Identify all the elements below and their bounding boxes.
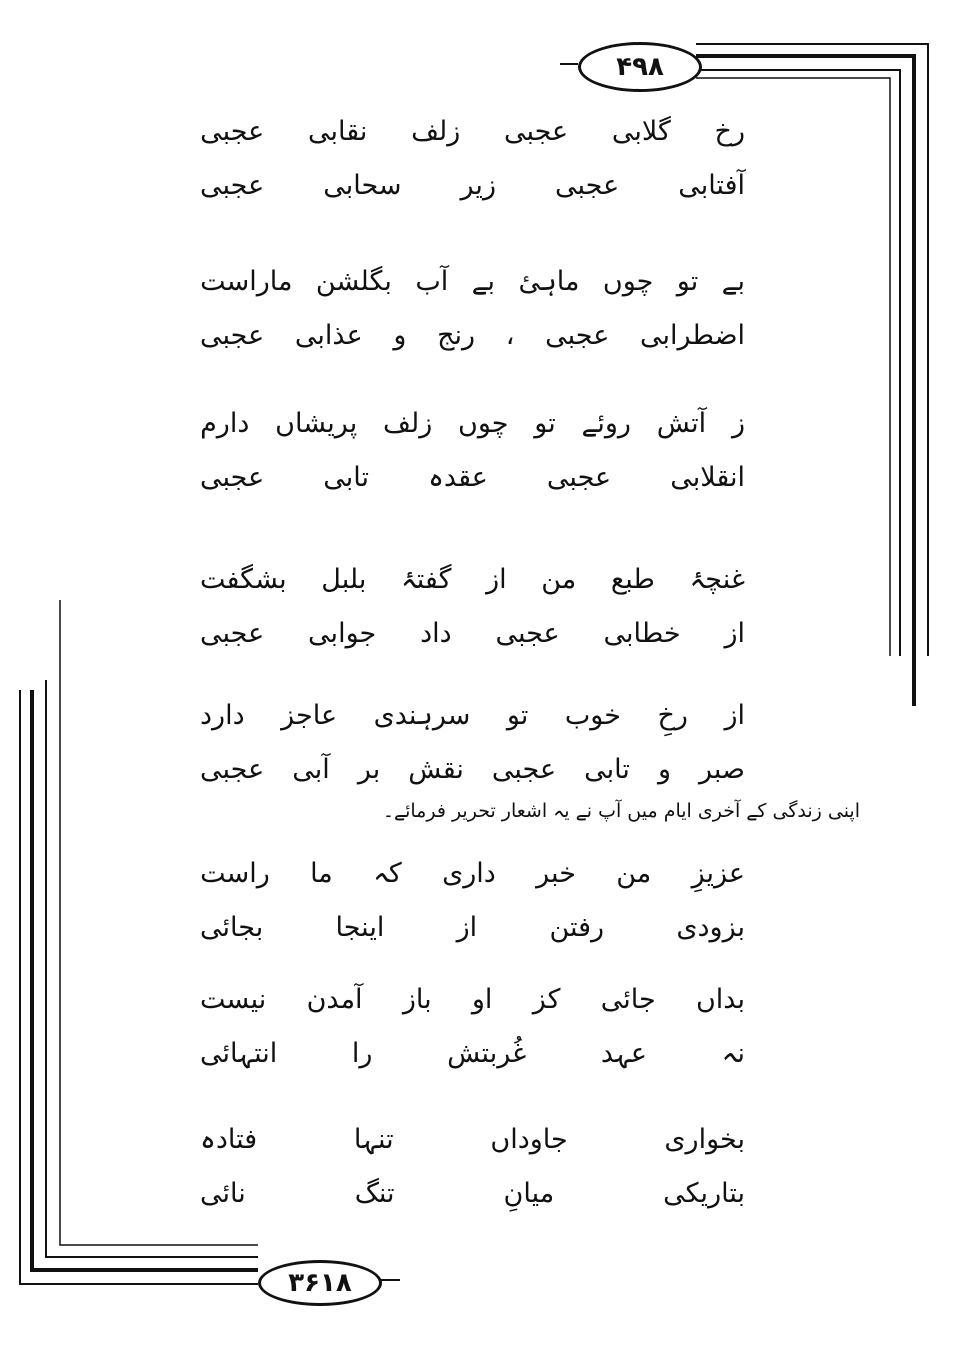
verse-word: نائی [200,1177,246,1209]
verse-word: بجائی [200,911,264,943]
verse-word: عزیزِ [691,857,745,889]
verse-line [200,396,745,450]
verse-line [200,1166,745,1220]
verse-line [200,104,745,158]
verse-word: گفتۂ [400,563,452,595]
verse-word: خطابی [603,617,681,649]
verse-word: خوب [564,699,621,731]
verse-word: پریشاں [275,407,358,439]
verse-word: نقابی [307,115,368,147]
verse-word: تابی [323,461,370,493]
verse-line [200,972,745,1026]
verse-word: عجبی [200,617,265,649]
verse-word: عجبی [200,115,265,147]
verse-word: زیر [460,169,496,201]
verse-word: دارم [200,407,250,439]
verse-word: آفتابی [678,169,745,201]
verse-word: آتش [656,407,707,439]
verse-word: عجبی [546,461,612,493]
verse-word: عجبی [554,169,620,201]
verse-line [200,742,745,796]
verse-word: عجبی [200,319,265,351]
verse-word: جوابی [308,617,377,649]
verse-word: ما [310,857,333,889]
verse-word: او [471,983,493,1015]
verse-word: غُربتش [447,1037,527,1069]
verse-word: رخِ [657,699,688,731]
verse-word: چوں [602,265,654,297]
verse-word: عجبی [200,461,265,493]
verse-word: از [724,617,745,649]
intro-prose-line: اپنی زندگی کے آخری ایام میں آپ نے یہ اشعار تحریر فرمائے۔ [382,800,860,822]
verse-word: عجبی [491,753,557,785]
verse-word: داری [442,857,496,889]
verse-line [200,606,745,660]
verse-stanza-3 [200,396,745,504]
verse-word: فتادہ [200,1123,258,1155]
verse-word: تنہا [353,1123,394,1155]
verse-word: از [456,911,478,943]
verse-word: من [616,857,652,889]
verse-word: نہ [721,1037,745,1069]
verse-word: بشگفت [200,563,287,595]
verse-word: عقدہ [428,461,488,493]
verse-word: چوں [458,407,509,439]
verse-word: انتہائی [200,1037,278,1069]
verse-word: از [486,563,507,595]
verse-word: بر [357,753,381,785]
verse-line [200,450,745,504]
verse-word: اضطرابی [640,319,745,351]
verse-word: کہ [373,857,402,889]
verse-line [200,254,745,308]
verse-word: سرہندی [373,699,471,731]
verse-word: عجبی [545,319,610,351]
verse-stanza-4 [200,552,745,660]
verse-word: طبع [610,563,655,595]
verse-word: کز [532,983,561,1015]
verse-word: نیست [200,983,267,1015]
verse-word: ، [505,319,515,351]
verse-line [200,900,745,954]
verse-word: تو [676,265,699,297]
verse-word: غنچۂ [689,563,745,595]
verse-word: عجبی [200,169,265,201]
verse-word: ماہیٔ [518,265,580,297]
verse-stanza-5 [200,688,745,796]
verse-line [200,308,745,362]
verse-word: زلف [411,115,461,147]
verse-word: بتاریکی [663,1177,745,1209]
verse-word: بے [471,265,496,297]
verse-stanza-1 [200,104,745,212]
verse-stanza-2 [200,254,745,362]
verse-stanza-6 [200,846,745,954]
verse-word: جائی [600,983,656,1015]
verse-word: بگلشن [315,265,392,297]
verse-word: میانِ [503,1177,555,1209]
verse-word: رنج [437,319,476,351]
verse-word: تابی [584,753,630,785]
verse-word: آمدن [306,983,363,1015]
verse-word: من [541,563,577,595]
verse-word: عجبی [200,753,265,785]
verse-word: نقش [408,753,464,785]
verse-word: اینجا [335,911,385,943]
verse-line [200,688,745,742]
verse-word: بداں [695,983,745,1015]
verse-word: بے [721,265,745,297]
verse-word: باز [402,983,432,1015]
verse-word: سحابی [323,169,402,201]
verse-word: راست [200,857,270,889]
verse-word: آبی [292,753,330,785]
verse-word: داد [420,617,452,649]
verse-word: بخواری [664,1123,745,1155]
verse-word: ماراست [200,265,293,297]
verse-word: بلبل [321,563,367,595]
verse-word: صبر [699,753,745,785]
verse-word: تنگ [354,1177,395,1209]
verse-word: ز [731,407,745,439]
page-number-bottom: ۳۶۱۸ [258,1260,382,1306]
verse-word: دارد [200,699,245,731]
verse-word: رفتن [549,911,605,943]
verse-line [200,846,745,900]
verse-line [200,158,745,212]
verse-word: زلف [383,407,433,439]
verse-line [200,1026,745,1080]
verse-word: رخ [714,115,745,147]
page-number-top: ۴۹۸ [578,42,702,92]
verse-word: گلابی [611,115,671,147]
verse-word: تو [506,699,529,731]
verse-word: را [351,1037,373,1069]
verse-word: جاوداں [490,1123,568,1155]
verse-word: و [657,753,671,785]
verse-word: روئے [581,407,631,439]
verse-word: بزودی [676,911,745,943]
verse-word: و [393,319,407,351]
verse-word: انقلابی [670,461,745,493]
verse-word: آب [415,265,449,297]
verse-stanza-7 [200,972,745,1080]
verse-word: عجبی [503,115,569,147]
verse-line [200,552,745,606]
verse-word: از [724,699,745,731]
verse-word: عاجز [281,699,338,731]
verse-word: عہد [600,1037,647,1069]
verse-word: تو [534,407,556,439]
verse-word: خبر [536,857,576,889]
verse-word: عجبی [495,617,560,649]
verse-word: عذابی [294,319,363,351]
verse-line [200,1112,745,1166]
verse-stanza-8 [200,1112,745,1220]
